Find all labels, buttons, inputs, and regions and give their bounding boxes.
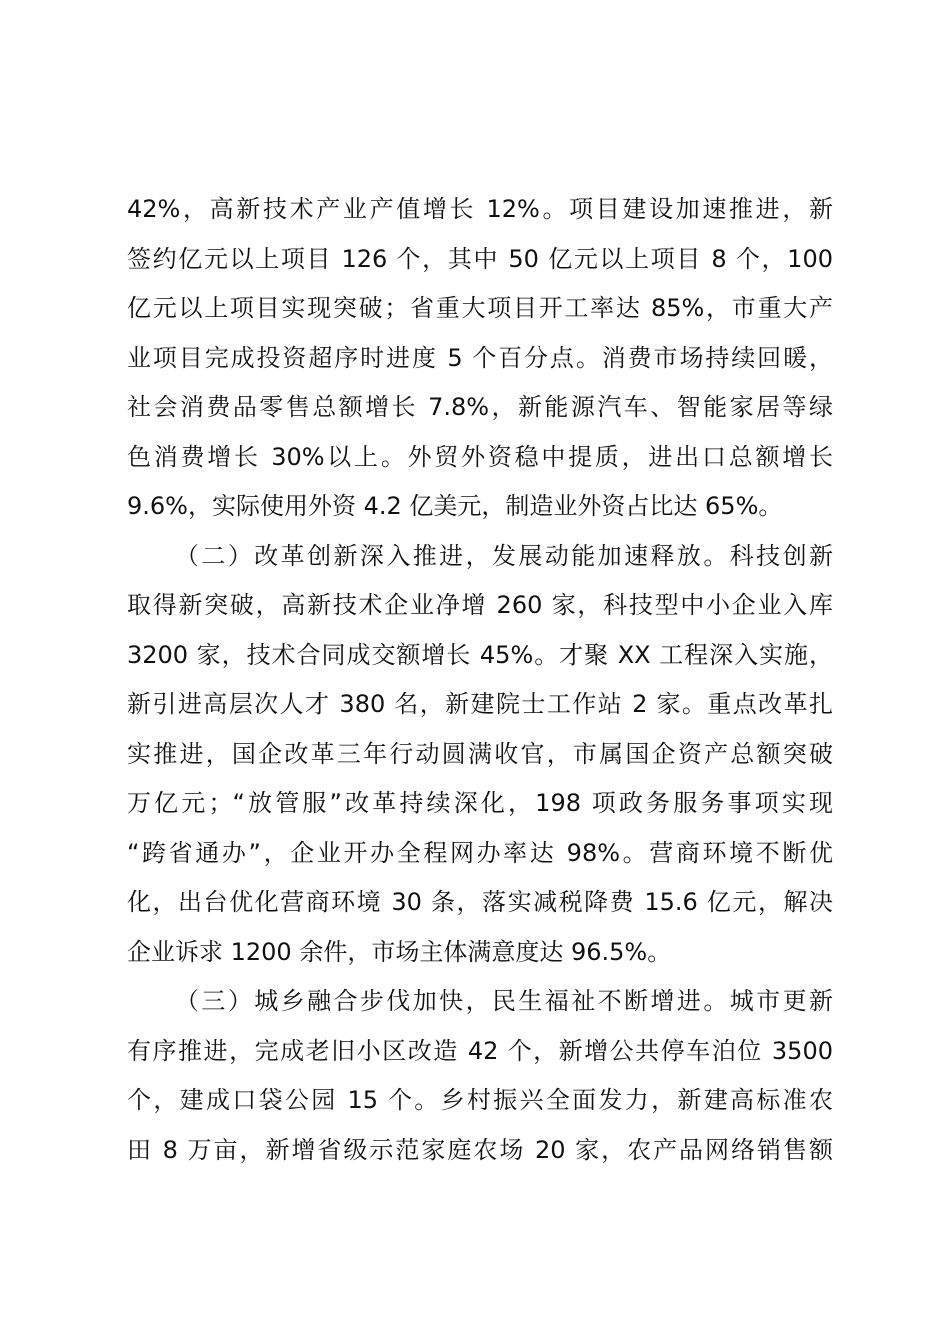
section-heading-line: （三）城乡融合步伐加快，民生福祉不断增进。城市更新	[175, 987, 833, 1015]
section-heading-line: （二）改革创新深入推进，发展动能加速释放。科技创新	[175, 541, 833, 570]
text-line: 个，建成口袋公园 15 个。乡村振兴全面发力，新建高标准农	[127, 1086, 833, 1114]
text-line: 万亿元；“放管服”改革持续深化，198 项政务服务事项实现	[127, 789, 833, 817]
text-line: 化，出台优化营商环境 30 条，落实减税降费 15.6 亿元，解决	[127, 888, 833, 916]
text-line: 实推进，国企改革三年行动圆满收官，市属国企资产总额突破	[127, 739, 833, 768]
text-line: 9.6%，实际使用外资 4.2 亿美元，制造业外资占比达 65%。	[127, 492, 783, 520]
text-line: 签约亿元以上项目 126 个，其中 50 亿元以上项目 8 个，100	[127, 244, 833, 273]
text-line: 企业诉求 1200 余件，市场主体满意度达 96.5%。	[127, 937, 672, 966]
body-text	[127, 185, 833, 1175]
text-line: 田 8 万亩，新增省级示范家庭农场 20 家，农产品网络销售额	[127, 1135, 833, 1164]
text-line: 42%，高新技术产业产值增长 12%。项目建设加速推进，新	[127, 195, 833, 223]
text-line: 有序推进，完成老旧小区改造 42 个，新增公共停车泊位 3500	[127, 1036, 833, 1065]
text-line: 社会消费品零售总额增长 7.8%，新能源汽车、智能家居等绿	[127, 393, 833, 421]
text-line: 新引进高层次人才 380 名，新建院士工作站 2 家。重点改革扎	[127, 690, 833, 718]
text-line: 亿元以上项目实现突破；省重大项目开工率达 85%，市重大产	[127, 294, 833, 322]
text-line: 3200 家，技术合同成交额增长 45%。才聚 XX 工程深入实施，	[127, 640, 833, 669]
text-line: 取得新突破，高新技术企业净增 260 家，科技型中小企业入库	[127, 591, 833, 619]
text-line: 色消费增长 30%以上。外贸外资稳中提质，进出口总额增长	[127, 442, 833, 471]
text-line: “跨省通办”，企业开办全程网办率达 98%。营商环境不断优	[127, 838, 833, 867]
text-line: 业项目完成投资超序时进度 5 个百分点。消费市场持续回暖，	[127, 343, 833, 372]
